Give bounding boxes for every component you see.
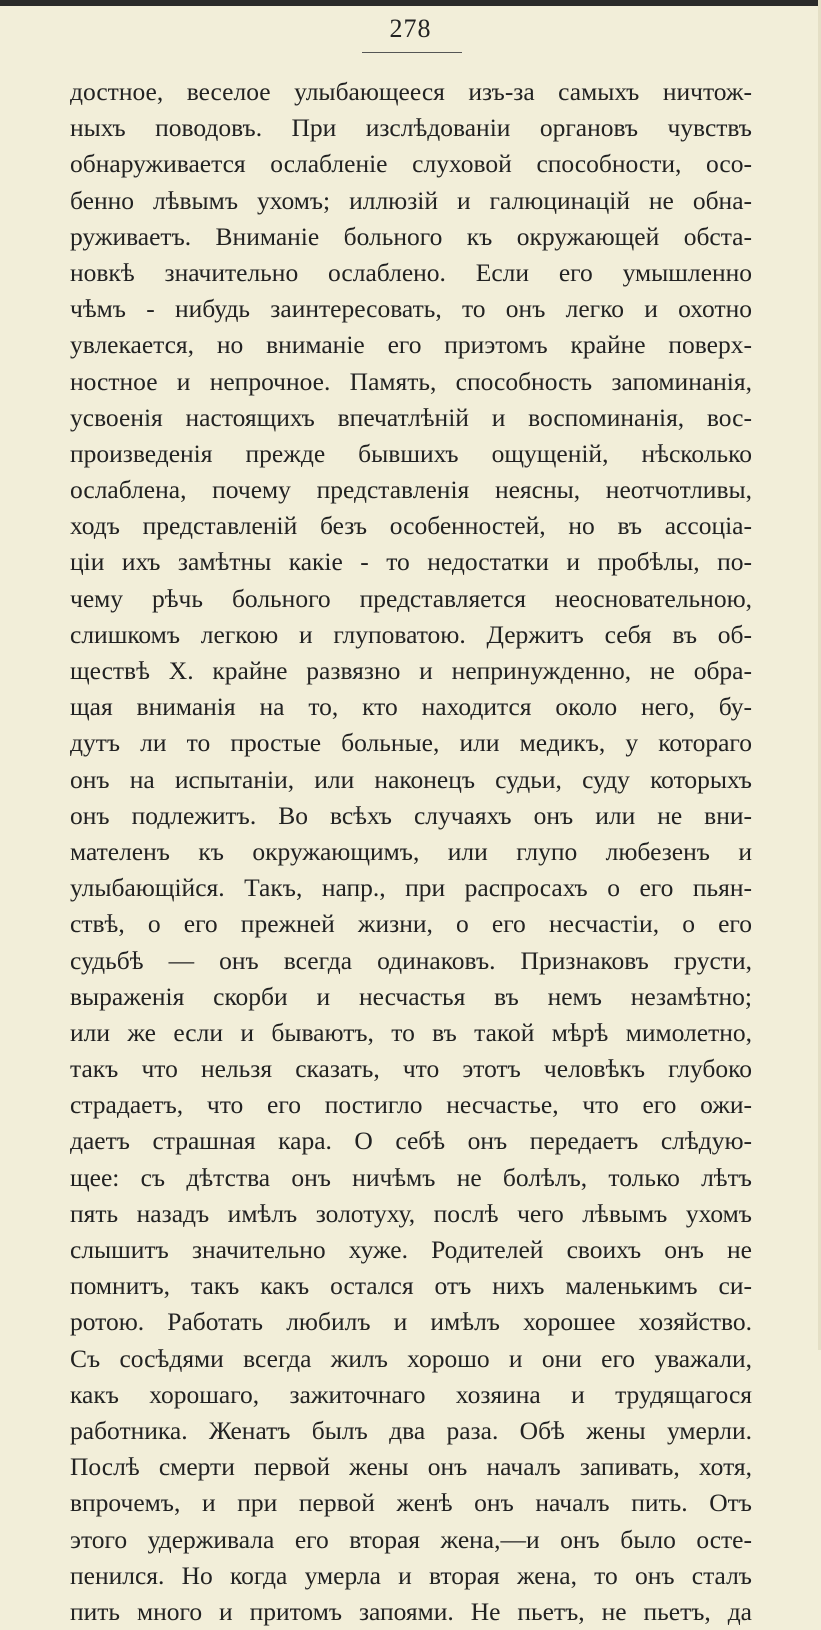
text-line: ротою. Работать любилъ и имѣлъ хорошее хозяйство. <box>70 1307 752 1337</box>
text-line: ныхъ поводовъ. При изслѣдованіи органовъ чувствъ <box>70 113 752 143</box>
text-line: выраженія скорби и несчастья въ немъ незамѣтно; <box>70 981 752 1011</box>
text-line: ностное и непрочное. Память, способность запоминанія, <box>70 366 752 396</box>
text-line: онъ подлежитъ. Во всѣхъ случаяхъ онъ или не вни- <box>70 800 752 830</box>
text-line: бенно лѣвымъ ухомъ; иллюзій и галюцинацій не обна- <box>70 185 752 215</box>
text-line: мателенъ къ окружающимъ, или глупо любезенъ и <box>70 836 752 866</box>
text-line: пить много и притомъ запоями. Не пьетъ, не пьетъ, да <box>70 1596 752 1626</box>
text-line: этого удерживала его вторая жена,—и онъ было осте- <box>70 1524 752 1554</box>
text-line: произведенія прежде бывшихъ ощущеній, нѣсколько <box>70 438 752 468</box>
page-number-rule <box>362 52 462 53</box>
text-line: страдаетъ, что его постигло несчастье, что его ожи- <box>70 1090 752 1120</box>
text-line: обнаруживается ослабленіе слуховой способности, осо- <box>70 149 752 179</box>
text-line: даетъ страшная кара. О себѣ онъ передаетъ слѣдую- <box>70 1126 752 1156</box>
text-line: ціи ихъ замѣтны какіе - то недостатки и пробѣлы, по- <box>70 547 752 577</box>
text-line: улыбающійся. Такъ, напр., при распросахъ о его пьян- <box>70 873 752 903</box>
text-line: ходъ представленій безъ особенностей, но въ ассоціа- <box>70 511 752 541</box>
text-line: чѣмъ - нибудь заинтересовать, то онъ легко и охотно <box>70 294 752 324</box>
text-line: онъ на испытаніи, или наконецъ судьи, суду которыхъ <box>70 764 752 794</box>
text-line: ослаблена, почему представленія неясны, неотчотливы, <box>70 475 752 505</box>
text-line: судьбѣ — онъ всегда одинаковъ. Признаковъ грусти, <box>70 945 752 975</box>
text-line: пенился. Но когда умерла и вторая жена, то онъ сталъ <box>70 1560 752 1590</box>
text-line: руживаетъ. Вниманіе больного къ окружающей обста- <box>70 221 752 251</box>
text-line: слишкомъ легкою и глуповатою. Держитъ себя въ об- <box>70 619 752 649</box>
text-line: новкѣ значительно ослаблено. Если его умышленно <box>70 257 752 287</box>
text-line: или же если и бываютъ, то въ такой мѣрѣ мимолетно, <box>70 1017 752 1047</box>
text-line: щее: съ дѣтства онъ ничѣмъ не болѣлъ, только лѣтъ <box>70 1162 752 1192</box>
text-line: пять назадъ имѣлъ золотуху, послѣ чего лѣвымъ ухомъ <box>70 1198 752 1228</box>
text-line: увлекается, но вниманіе его приэтомъ крайне поверх- <box>70 330 752 360</box>
text-line: Съ сосѣдями всегда жилъ хорошо и они его уважали, <box>70 1343 752 1373</box>
text-line: помнитъ, такъ какъ остался отъ нихъ маленькимъ си- <box>70 1271 752 1301</box>
text-line: усвоенія настоящихъ впечатлѣній и воспоминанія, вос- <box>70 402 752 432</box>
text-line: слышитъ значительно хуже. Родителей своихъ онъ не <box>70 1235 752 1264</box>
text-line: щая вниманія на то, кто находится около него, бу- <box>70 692 752 722</box>
text-line: ствѣ, о его прежней жизни, о его несчастіи, о его <box>70 909 752 939</box>
body-text <box>70 74 752 1630</box>
text-line: дутъ ли то простые больные, или медикъ, у котораго <box>70 728 752 758</box>
scan-top-border <box>0 0 821 6</box>
text-line: такъ что нельзя сказать, что этотъ человѣкъ глубоко <box>70 1054 752 1084</box>
page-number: 278 <box>389 14 432 43</box>
text-line: какъ хорошаго, зажиточнаго хозяина и трудящагося <box>70 1379 752 1409</box>
text-line: чему рѣчь больного представляется неосновательною, <box>70 583 752 613</box>
text-line: достное, веселое улыбающееся изъ-за самыхъ ничтож- <box>70 77 752 106</box>
text-line: впрочемъ, и при первой женѣ онъ началъ пить. Отъ <box>70 1488 752 1518</box>
text-line: работника. Женатъ былъ два раза. Обѣ жены умерли. <box>70 1415 752 1445</box>
text-line: ществѣ X. крайне развязно и непринужденно, не обра- <box>70 656 752 685</box>
text-line: Послѣ смерти первой жены онъ началъ запивать, хотя, <box>70 1452 752 1482</box>
